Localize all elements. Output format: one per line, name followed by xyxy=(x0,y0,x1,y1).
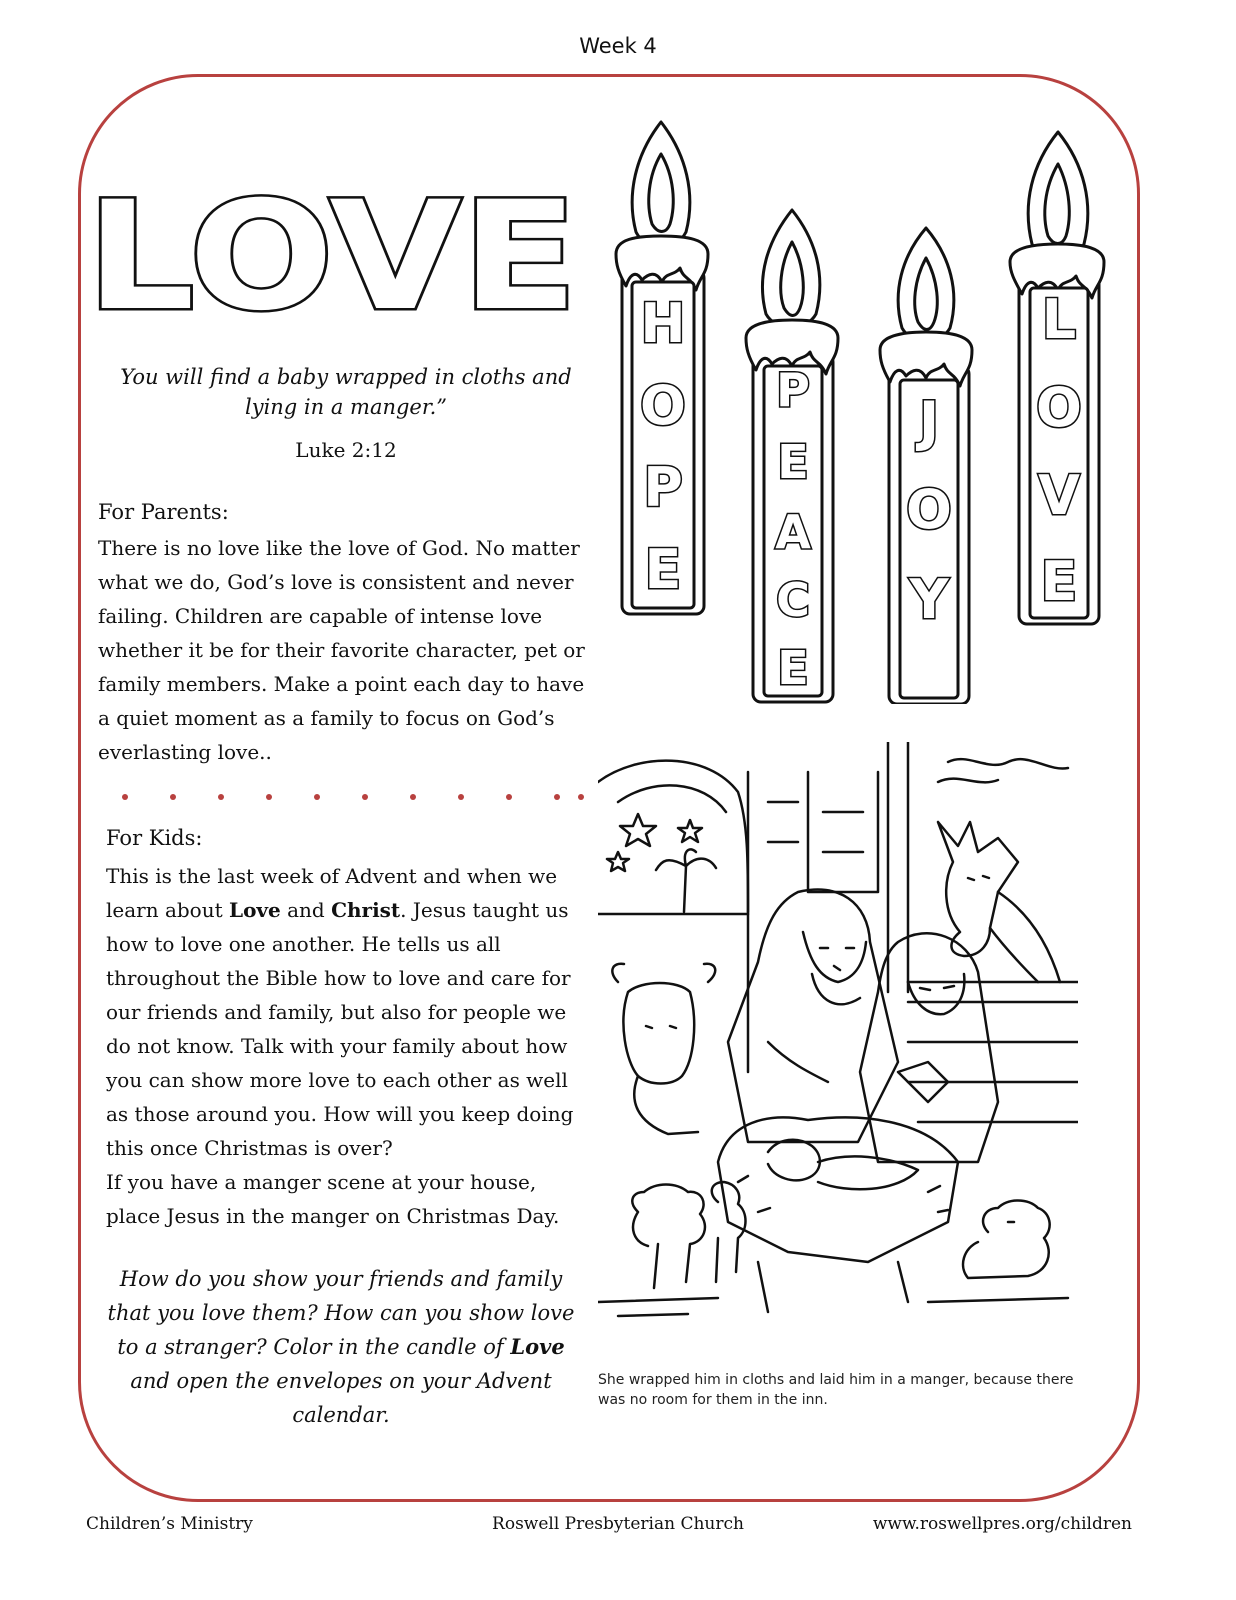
candle-peace-letter-4: C xyxy=(776,573,810,627)
verse-reference: Luke 2:12 xyxy=(295,438,397,462)
kids-love-bold: Love xyxy=(229,898,281,922)
kids-body xyxy=(106,859,588,1233)
illustration-caption: She wrapped him in cloths and laid him in a manger, because there was no room for them in the inn. xyxy=(598,1372,1074,1408)
footer-church: Roswell Presbyterian Church xyxy=(492,1514,744,1534)
parents-heading: For Parents: xyxy=(98,500,229,524)
kids-heading: For Kids: xyxy=(106,826,203,850)
title-love xyxy=(86,176,586,326)
advent-candles xyxy=(596,104,1116,704)
question-text-2: and open the envelopes on your Advent calendar. xyxy=(130,1369,552,1427)
candle-hope-letter-3: P xyxy=(643,456,683,519)
nativity-illustration xyxy=(598,742,1078,1322)
candle-joy-letter-3: Y xyxy=(909,568,949,631)
kids-text-2: . Jesus taught us how to love one another. He tells us all throughout the Bible how to love and care for our friends and family, but also for people we do not know. Talk with your family about how you can show more love to each other as well as those around you. How will you keep doing this once Christmas is over? xyxy=(106,898,574,1160)
candle-peace-letter-3: A xyxy=(775,505,811,559)
week-label: Week 4 xyxy=(579,34,657,58)
parents-body: There is no love like the love of God. No matter what we do, God’s love is consistent and never failing. Children are capable of intense love whether it be for their favorite character, pet or family members. Make a point each day to have a quiet moment as a family to focus on God’s everlasting love.. xyxy=(98,536,585,764)
footer-website[interactable]: www.roswellpres.org/children xyxy=(872,1514,1132,1534)
candle-joy-letter-1: J xyxy=(918,390,940,453)
candle-love-letter-3: V xyxy=(1038,464,1080,527)
dotted-divider xyxy=(118,790,588,804)
kids-text-1: This is the last week of Advent and when we learn about xyxy=(106,864,558,922)
candle-peace-letter-1: P xyxy=(776,363,810,417)
kids-and: and xyxy=(280,898,332,922)
kids-text-3: If you have a manger scene at your house, place Jesus in the manger on Christmas Day. xyxy=(106,1170,560,1228)
candle-joy-letter-2: O xyxy=(906,478,952,541)
closing-question xyxy=(98,1262,584,1432)
question-love-bold: Love xyxy=(510,1334,565,1359)
kids-christ-bold: Christ xyxy=(331,898,401,922)
title-text: LOVE xyxy=(86,176,578,326)
candle-hope-letter-1: H xyxy=(640,292,686,355)
candle-peace-letter-2: E xyxy=(777,435,809,489)
candle-peace-letter-5: E xyxy=(777,641,809,695)
candle-hope-letter-4: E xyxy=(644,538,682,601)
footer-ministry: Children’s Ministry xyxy=(86,1514,253,1534)
verse-quote: You will find a baby wrapped in cloths and lying in a manger.” xyxy=(120,365,572,419)
candle-love-letter-4: E xyxy=(1040,550,1078,613)
candle-love-letter-1: L xyxy=(1041,288,1077,351)
candle-hope-letter-2: O xyxy=(640,374,686,437)
candle-joy xyxy=(880,228,972,704)
question-text-1: How do you show your friends and family that you love them? How can you show love to a stranger? Color in the candle of xyxy=(107,1267,575,1359)
candle-love-letter-2: O xyxy=(1036,376,1082,439)
